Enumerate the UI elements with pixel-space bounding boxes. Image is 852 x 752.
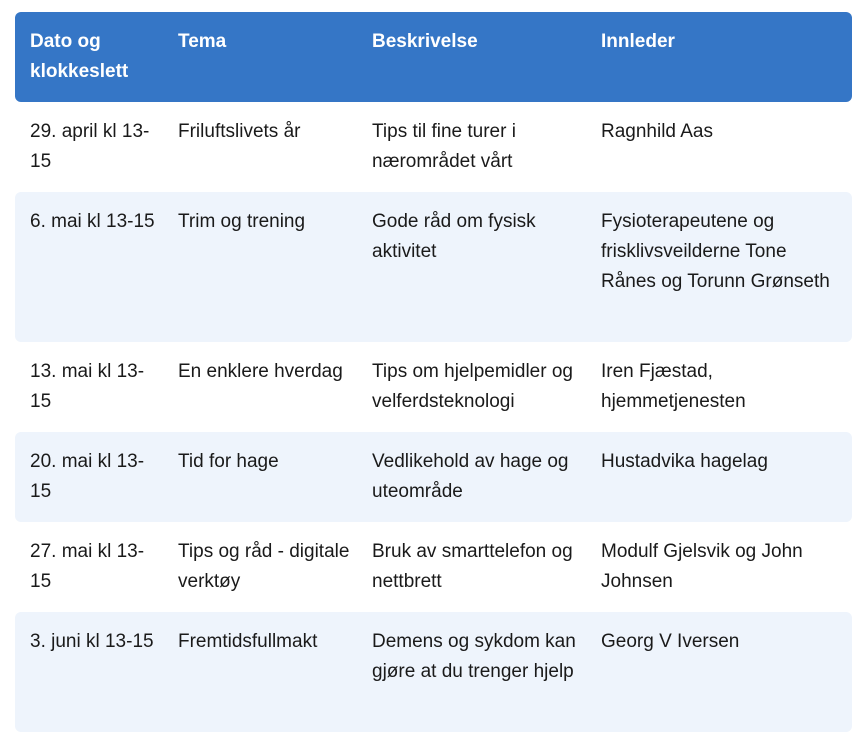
cell-topic: Tid for hage — [178, 451, 279, 472]
header-topic: Tema — [178, 31, 227, 52]
table-row — [15, 342, 852, 432]
header-date: Dato og klokkeslett — [30, 31, 129, 82]
cell-date: 6. mai kl 13-15 — [30, 211, 155, 232]
cell-description: Tips om hjelpemidler og velferdsteknologi — [372, 361, 573, 412]
cell-description: Demens og sykdom kan gjøre at du trenger hjelp — [372, 631, 576, 682]
cell-date: 29. april kl 13-15 — [30, 121, 150, 172]
schedule-table — [15, 12, 852, 732]
header-description: Beskrivelse — [372, 31, 478, 52]
cell-date: 20. mai kl 13-15 — [30, 451, 145, 502]
cell-topic: Fremtidsfullmakt — [178, 631, 318, 652]
cell-speaker: Iren Fjæstad, hjemmetjenesten — [601, 361, 746, 412]
cell-date: 27. mai kl 13-15 — [30, 541, 145, 592]
cell-date: 3. juni kl 13-15 — [30, 631, 154, 652]
cell-topic: En enklere hverdag — [178, 361, 343, 382]
cell-speaker: Modulf Gjelsvik og John Johnsen — [601, 541, 803, 592]
cell-topic: Trim og trening — [178, 211, 306, 232]
table-row — [15, 612, 852, 732]
header-speaker: Innleder — [601, 31, 675, 52]
cell-description: Gode råd om fysisk aktivitet — [372, 211, 536, 262]
table-row — [15, 432, 852, 522]
table-row — [15, 102, 852, 192]
table-row — [15, 522, 852, 612]
cell-description: Vedlikehold av hage og uteområde — [372, 451, 569, 502]
cell-topic: Tips og råd - digitale verktøy — [178, 541, 350, 592]
table-header — [15, 12, 852, 102]
cell-speaker: Ragnhild Aas — [601, 121, 713, 142]
cell-description: Tips til fine turer i nærområdet vårt — [372, 121, 516, 172]
table-row — [15, 192, 852, 342]
cell-date: 13. mai kl 13-15 — [30, 361, 145, 412]
cell-speaker: Georg V Iversen — [601, 631, 740, 652]
cell-description: Bruk av smarttelefon og nettbrett — [372, 541, 573, 592]
cell-speaker: Hustadvika hagelag — [601, 451, 768, 472]
cell-speaker: Fysioterapeutene og frisklivsveilderne Tone Rånes og Torunn Grønseth — [601, 211, 830, 292]
cell-topic: Friluftslivets år — [178, 121, 301, 142]
